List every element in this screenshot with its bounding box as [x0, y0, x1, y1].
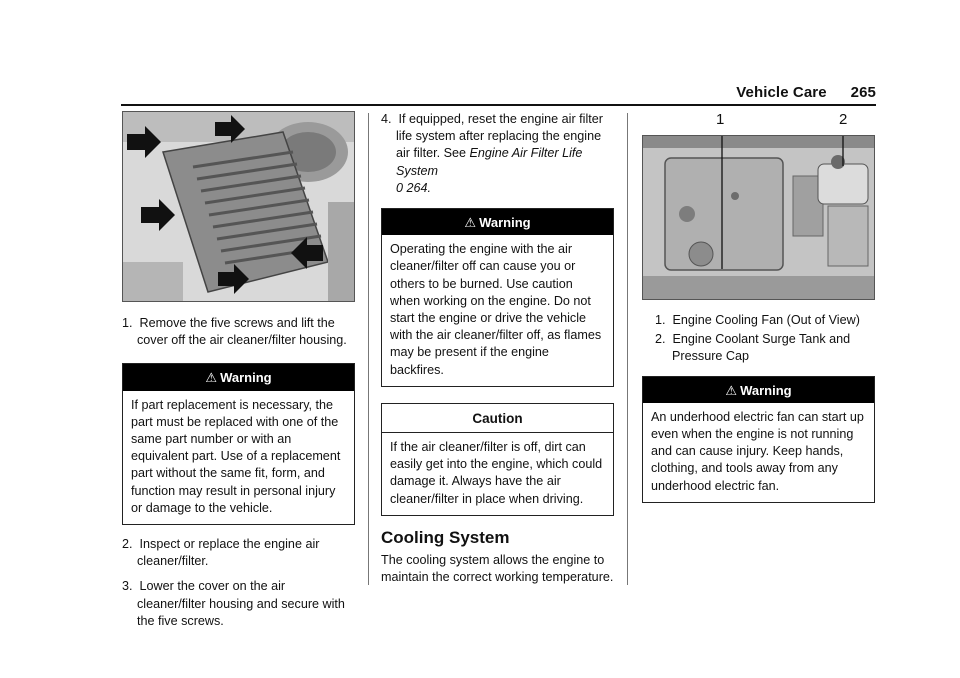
- warning-triangle-icon: ⚠: [725, 382, 738, 398]
- column-divider-1: [368, 113, 369, 585]
- header-title: Vehicle Care: [736, 84, 827, 101]
- warning-box-3: [642, 376, 875, 503]
- warning-triangle-icon: ⚠: [464, 215, 477, 231]
- callout-2: 2: [839, 111, 848, 128]
- page-number: 265: [850, 84, 876, 101]
- engine-bay-photo-icon: [643, 136, 874, 299]
- section-title: Cooling System: [381, 527, 510, 547]
- column-1: [122, 111, 355, 638]
- warning-triangle-icon: ⚠: [205, 370, 218, 386]
- warning-box-1: [122, 363, 355, 525]
- caption-1: 1. Engine Cooling Fan (Out of View): [655, 313, 860, 327]
- caution-body: If the air cleaner/filter is off, dirt can easily get into the engine, which could damage it. Always have the air cleaner/filter in place when driving.: [390, 440, 603, 506]
- caption-2: 2. Engine Coolant Surge Tank and Pressure Cap: [655, 332, 851, 364]
- air-cleaner-photo-icon: [123, 112, 354, 301]
- column-divider-2: [627, 113, 628, 585]
- caution-box: [381, 403, 614, 516]
- engine-bay-figure: [642, 111, 875, 300]
- step-4: 4. If equipped, reset the engine air filter life system after replacing the engine air filter. See Engine Air Filter Life System 0 264.: [381, 112, 603, 195]
- caution-header: Caution: [382, 404, 613, 433]
- warning-body: An underhood electric fan can start up even when the engine is not running and can cause injury. Keep hands, clothing, and tools away from any underhood electric fan.: [651, 409, 864, 493]
- warning-header: ⚠ Warning: [643, 377, 874, 403]
- figure-captions: [642, 312, 875, 366]
- column-3: [642, 111, 875, 503]
- section-body: The cooling system allows the engine to maintain the correct working temperature.: [381, 553, 614, 585]
- warning-body: Operating the engine with the air cleaner/filter off can cause you or others to be burned. Use caution when working on the engine. Do not start the engine or drive the vehicle with the air cleaner/filter off, as flames may be present if the engine backfires.: [390, 242, 602, 377]
- cross-reference-link[interactable]: Engine Air Filter Life System: [396, 146, 583, 178]
- air-cleaner-figure: [122, 111, 355, 302]
- warning-box-2: [381, 208, 614, 387]
- warning-body: If part replacement is necessary, the part must be replaced with one of the same part number or with an equivalent part. Use of a replacement part without the same fit, form, and function may result in personal injury or damage to the vehicle.: [131, 397, 341, 515]
- column-2: [381, 111, 614, 586]
- step-3: 3. Lower the cover on the air cleaner/filter housing and secure with the five screws.: [122, 579, 345, 628]
- step-1: 1. Remove the five screws and lift the cover off the air cleaner/filter housing.: [122, 316, 347, 348]
- warning-header: ⚠ Warning: [123, 364, 354, 390]
- page-header: [736, 84, 876, 101]
- warning-header: ⚠ Warning: [382, 209, 613, 235]
- page-reference[interactable]: 0 264.: [396, 180, 432, 195]
- callout-1: 1: [716, 111, 725, 128]
- step-2: 2. Inspect or replace the engine air cleaner/filter.: [122, 537, 320, 569]
- header-rule: [121, 104, 876, 106]
